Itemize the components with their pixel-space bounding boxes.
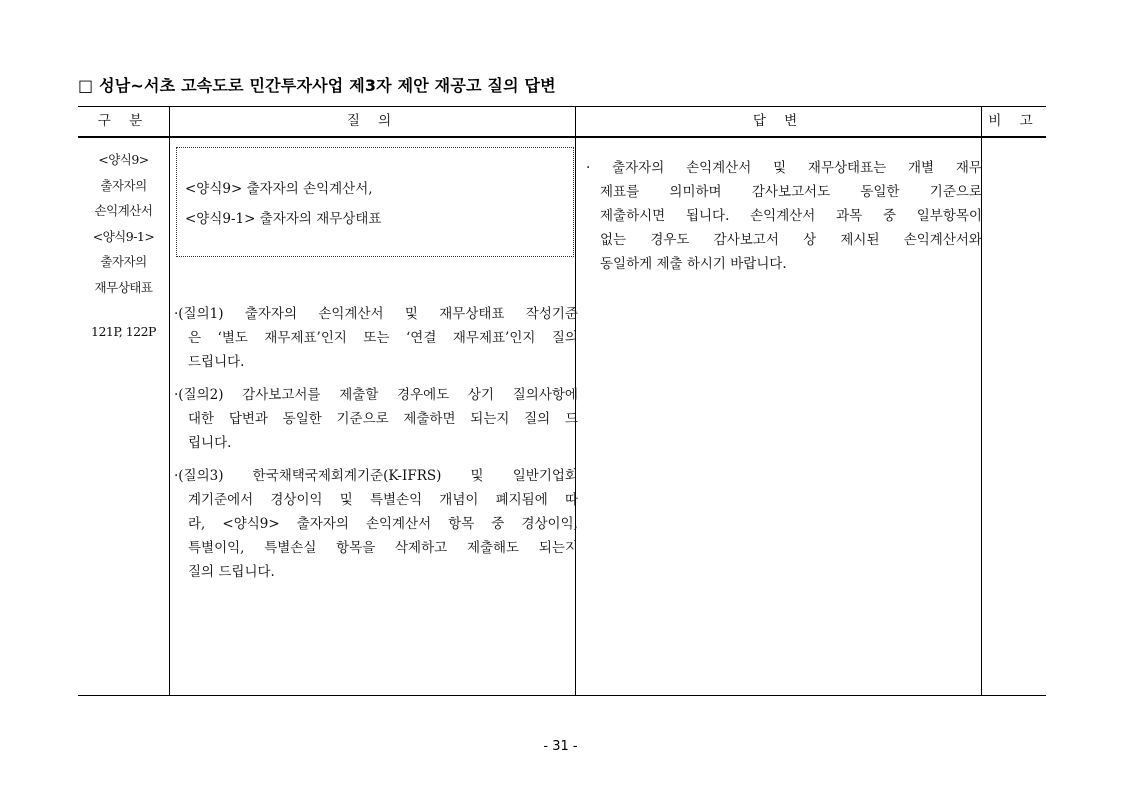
question-2 bbox=[174, 383, 578, 455]
answer-cell bbox=[586, 156, 982, 276]
document-title: □ 성남~서초 고속도로 민간투자사업 제3자 제안 재공고 질의 답변 bbox=[78, 76, 556, 95]
question-line: 특별이익, 특별손실 항목을 삭제하고 제출해도 되는지 bbox=[188, 540, 578, 556]
header-question: 질 의 bbox=[346, 113, 399, 129]
answer-line: 제출하시면 됩니다. 손익계산서 과목 중 일부항목이 bbox=[600, 208, 982, 224]
header-remarks: 비 고 bbox=[988, 113, 1040, 129]
question-line: 대한 답변과 동일한 기준으로 제출하면 되는지 질의 드 bbox=[188, 411, 578, 427]
answer-line: 없는 경우도 감사보고서 상 제시된 손익계산서와 bbox=[600, 232, 982, 248]
question-line: 립니다. bbox=[188, 435, 232, 451]
header-category: 구 분 bbox=[97, 113, 150, 129]
header-answer: 답 변 bbox=[752, 113, 805, 129]
subject-line: <양식9-1> 출자자의 재무상태표 bbox=[185, 211, 382, 227]
subject-line: <양식9> 출자자의 손익계산서, bbox=[185, 181, 373, 197]
question-line: 라, <양식9> 출자자의 손익계산서 항목 중 경상이익, bbox=[188, 516, 578, 532]
page-number: - 31 - bbox=[543, 739, 578, 754]
category-line: 재무상태표 bbox=[94, 279, 153, 295]
table-bottom-rule bbox=[78, 695, 1046, 696]
page-reference: 121P, 122P bbox=[91, 323, 156, 339]
remarks-cell bbox=[982, 138, 1046, 695]
answer-line: · 출자자의 손익계산서 및 재무상태표는 개별 재무 bbox=[586, 160, 982, 176]
question-subject-box bbox=[176, 147, 574, 257]
category-cell bbox=[78, 147, 169, 344]
answer-line: 제표를 의미하며 감사보고서도 동일한 기준으로 bbox=[600, 184, 982, 200]
category-line: 출자자의 bbox=[100, 254, 147, 270]
category-line: <양식9> bbox=[98, 152, 149, 167]
answer-line: 동일하게 제출 하시기 바랍니다. bbox=[600, 256, 787, 272]
question-line: ·(질의1) 출자자의 손익계산서 및 재무상태표 작성기준 bbox=[174, 306, 578, 322]
question-line: 은 ‘별도 재무제표’인지 또는 ‘연결 재무제표’인지 질의 bbox=[188, 330, 578, 346]
question-line: ·(질의2) 감사보고서를 제출할 경우에도 상기 질의사항에 bbox=[174, 387, 578, 403]
question-line: ·(질의3) 한국채택국제회계기준(K-IFRS) 및 일반기업회 bbox=[174, 468, 578, 484]
category-line: 출자자의 bbox=[100, 177, 147, 193]
category-line: 손익계산서 bbox=[94, 203, 153, 219]
question-line: 드립니다. bbox=[188, 354, 245, 370]
column-divider bbox=[169, 106, 170, 696]
question-3 bbox=[174, 464, 578, 584]
qa-table bbox=[78, 106, 1046, 696]
question-1 bbox=[174, 302, 578, 374]
question-line: 질의 드립니다. bbox=[188, 564, 275, 580]
category-line: <양식9-1> bbox=[92, 228, 155, 244]
question-line: 계기준에서 경상이익 및 특별손익 개념이 폐지됨에 따 bbox=[188, 492, 578, 508]
